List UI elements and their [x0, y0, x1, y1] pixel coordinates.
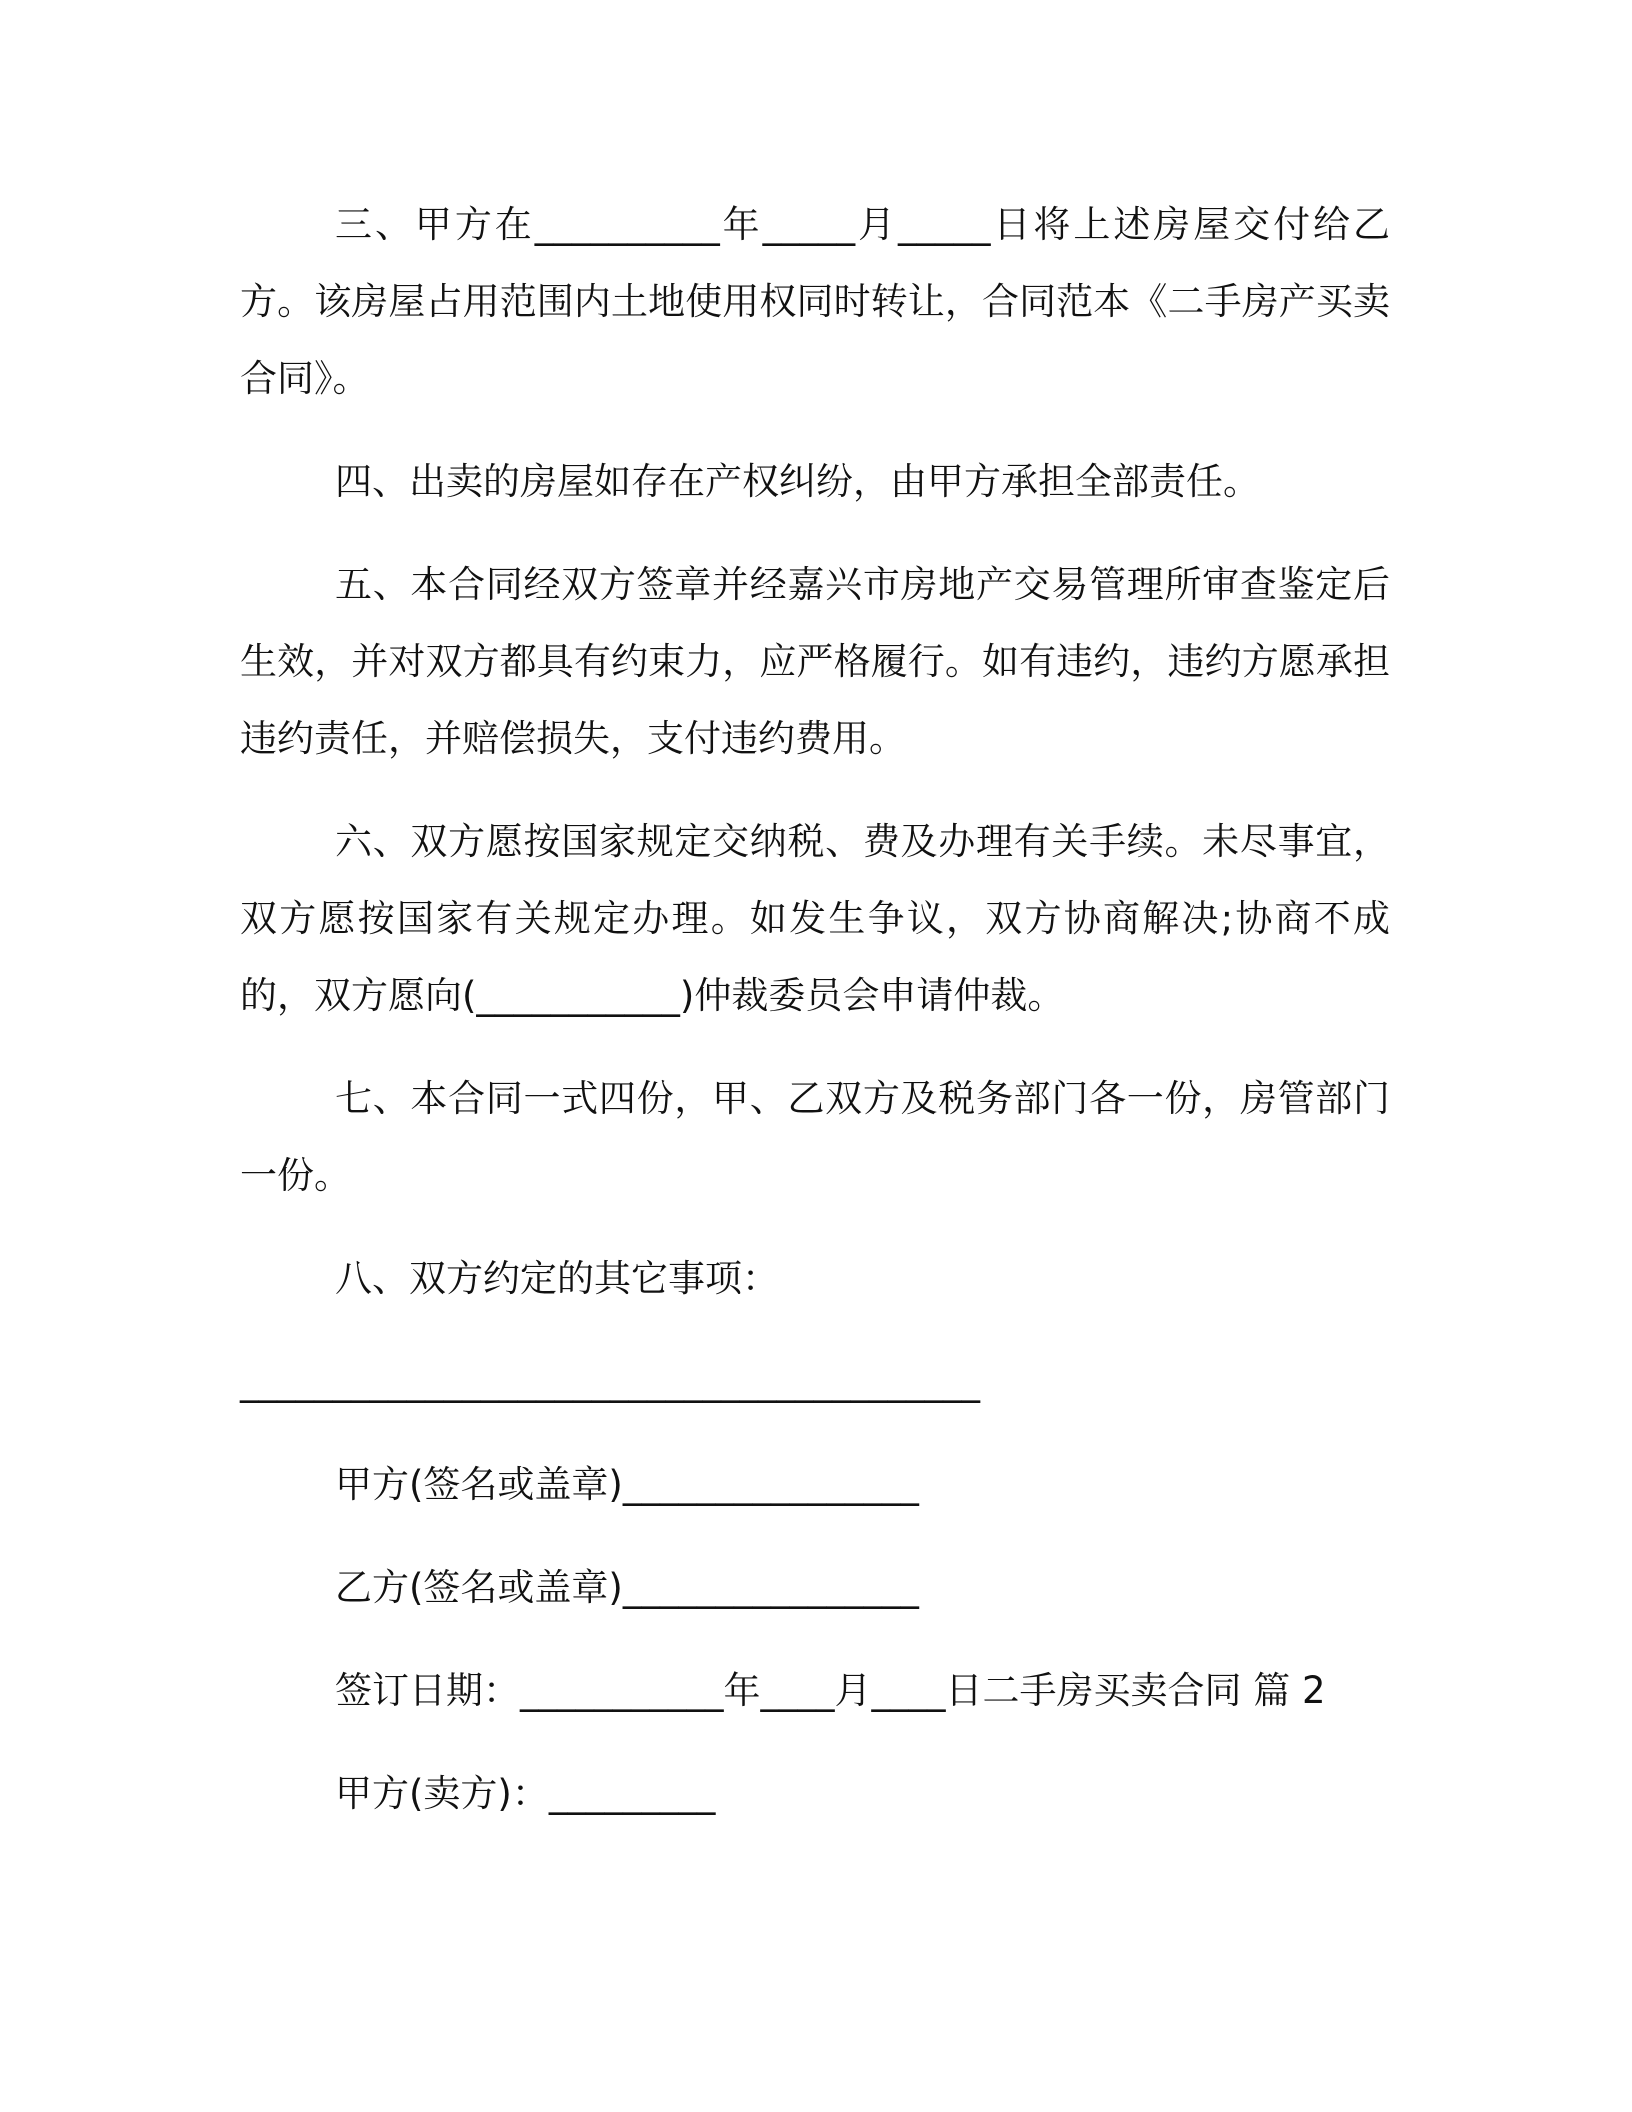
clause-three: 三、甲方在__________年_____月_____日将上述房屋交付给乙方。该房屋占用范围内土地使用权同时转让，合同范本《二手房产买卖合同》。	[240, 203, 1390, 400]
clause-four: 四、出卖的房屋如存在产权纠纷，由甲方承担全部责任。	[335, 460, 1260, 503]
signing-date: 签订日期：___________年____月____日二手房买卖合同 篇 2	[335, 1669, 1326, 1712]
clause-six: 六、双方愿按国家规定交纳税、费及办理有关手续。未尽事宜，双方愿按国家有关规定办理。如发生争议，双方协商解决;协商不成的，双方愿向(___________)仲裁委员会申请仲裁。	[240, 820, 1390, 1017]
clause-seven: 七、本合同一式四份，甲、乙双方及税务部门各一份，房管部门一份。	[240, 1077, 1390, 1197]
clause-eight: 八、双方约定的其它事项：	[335, 1257, 779, 1300]
party-a-signature: 甲方(签名或盖章)________________	[335, 1463, 919, 1506]
party-b-signature: 乙方(签名或盖章)________________	[335, 1566, 919, 1609]
seller-line: 甲方(卖方)：_________	[335, 1772, 716, 1815]
clause-five: 五、本合同经双方签章并经嘉兴市房地产交易管理所审查鉴定后生效，并对双方都具有约束力，应严格履行。如有违约，违约方愿承担违约责任，并赔偿损失，支付违约费用。	[240, 563, 1390, 760]
other-matters-blank: ________________________________________	[240, 1360, 980, 1403]
document-body	[240, 186, 1390, 1858]
